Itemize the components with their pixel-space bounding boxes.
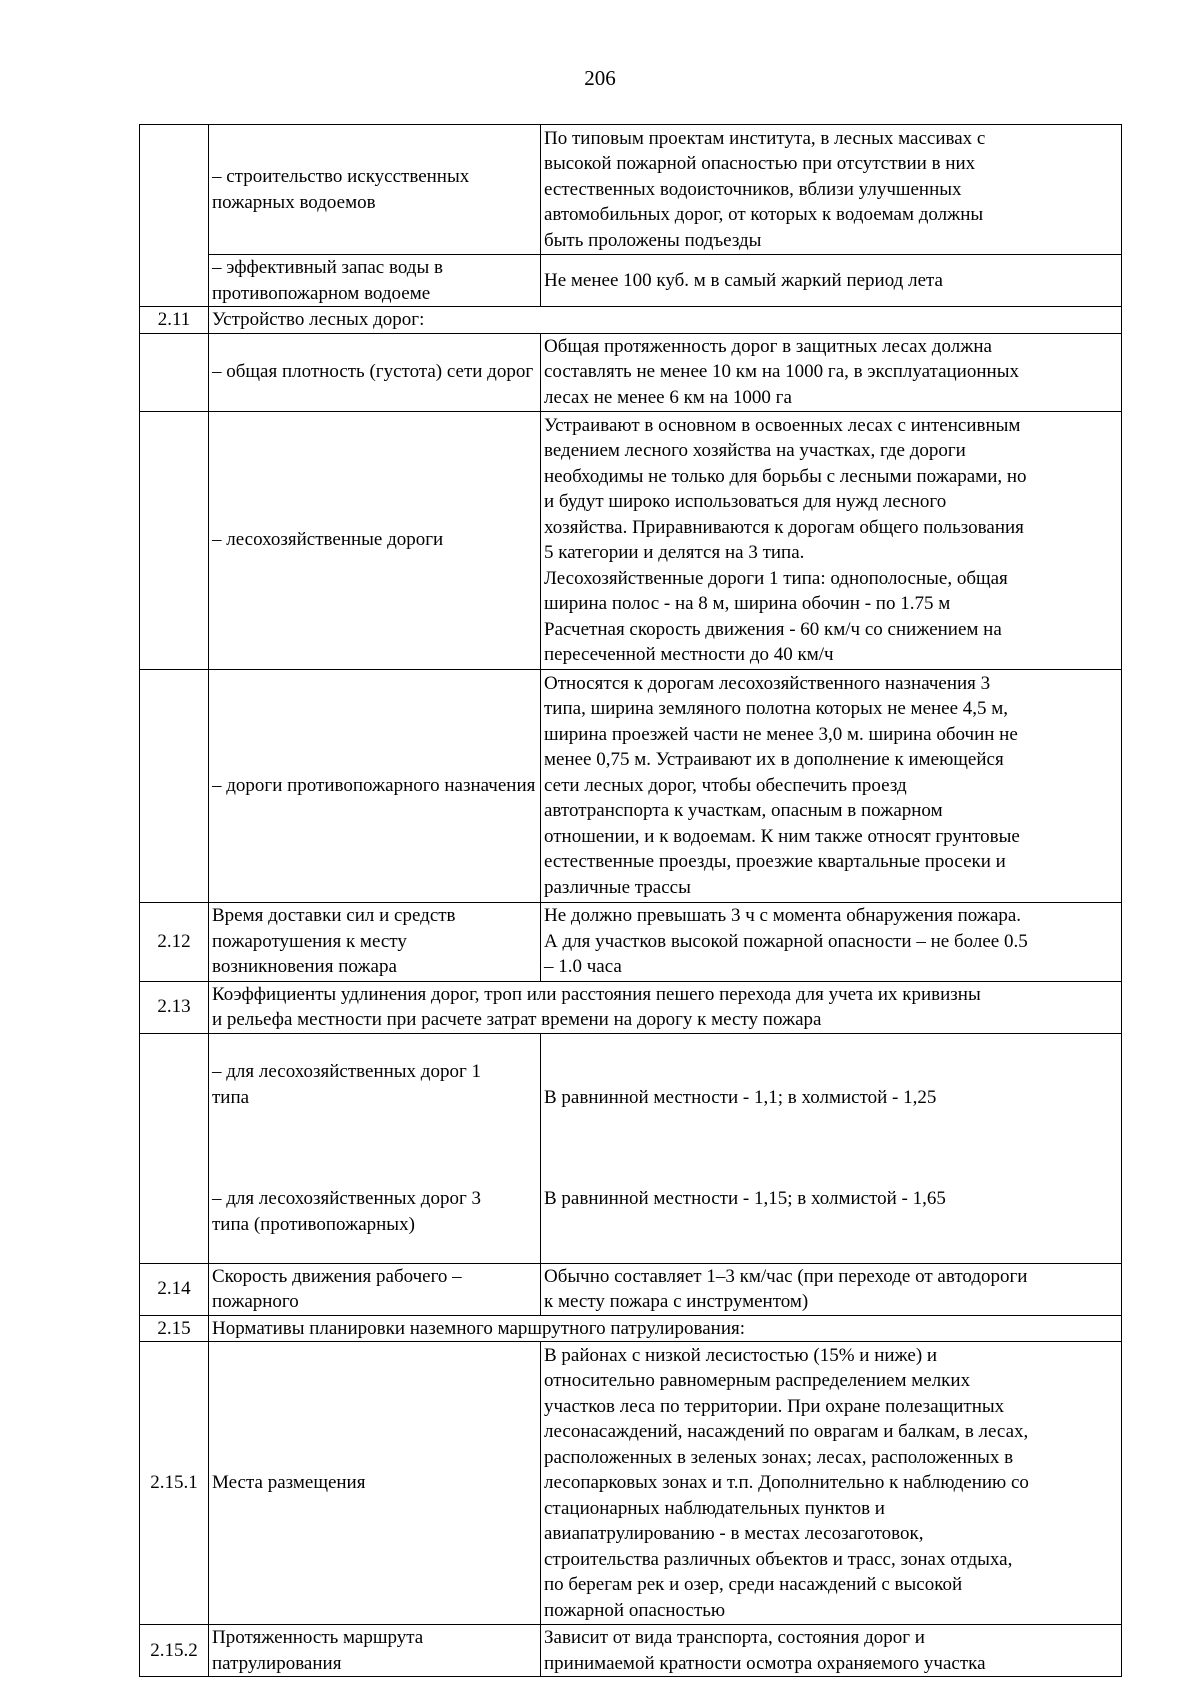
row-value: Не должно превышать 3 ч с момента обнаружения пожара. А для участков высокой пожарной опасности – не более 0.5 – 1.0 часа xyxy=(541,902,1122,981)
row-number: 2.13 xyxy=(140,981,209,1033)
section-heading: Устройство лесных дорог: xyxy=(209,307,1122,334)
row-value: В районах с низкой лесистостью (15% и ниже) и относительно равномерным распределением мелких участков леса по территории. При охране полезащитных лесонасаждений, насаждений по оврагам и балкам, в лесах, расположенных в зеленых зонах; лесах, расположенных в лесопарковых зонах и т.п. Дополнительно к наблюдению со стационарных наблюдательных пунктов и авиапатрулированию - в местах лесозаготовок, строительства различных объектов и трасс, зонах отдыха, по берегам рек и озер, среди насаждений с высокой пожарной опасностью xyxy=(541,1342,1122,1625)
row-name: – лесохозяйственные дороги xyxy=(209,411,541,669)
row-number: 2.11 xyxy=(140,307,209,334)
road-type-3-label: – для лесохозяйственных дорог 3 типа (противопожарных) xyxy=(212,1188,482,1235)
row-number: 2.15.2 xyxy=(140,1625,209,1677)
table-row xyxy=(140,255,1122,307)
row-number xyxy=(140,669,209,902)
table-row xyxy=(140,1315,1122,1342)
road-type-1-label: – для лесохозяйственных дорог 1 типа xyxy=(212,1061,482,1108)
norms-table xyxy=(139,124,1122,1677)
row-value: Относятся к дорогам лесохозяйственного назначения 3 типа, ширина земляного полотна которых не менее 4,5 м, ширина проезжей части не менее 3,0 м. ширина обочин не менее 0,75 м. Устраивают их в дополнение к имеющейся сети лесных дорог, чтобы обеспечить проезд автотранспорта к участкам, опасным в пожарном отношении, и к водоемам. К ним также относят грунтовые естественные проезды, проезжие квартальные просеки и различные трассы xyxy=(541,669,1122,902)
table-row xyxy=(140,981,1122,1033)
row-number: 2.12 xyxy=(140,902,209,981)
row-number: 2.14 xyxy=(140,1263,209,1315)
row-name: – общая плотность (густота) сети дорог xyxy=(209,333,541,411)
table-row xyxy=(140,902,1122,981)
table-row xyxy=(140,1033,1122,1263)
page-number: 206 xyxy=(584,66,616,90)
row-name xyxy=(209,1033,541,1263)
row-value: По типовым проектам института, в лесных массивах с высокой пожарной опасностью при отсутствии в них естественных водоисточников, вблизи улучшенных автомобильных дорог, от которых к водоемам должны быть проложены подъезды xyxy=(541,125,1122,255)
table-row xyxy=(140,411,1122,669)
table-row xyxy=(140,125,1122,255)
row-value xyxy=(541,1033,1122,1263)
row-value: Не менее 100 куб. м в самый жаркий период лета xyxy=(541,255,1122,307)
row-name: – дороги противопожарного назначения xyxy=(209,669,541,902)
row-number: 2.15.1 xyxy=(140,1342,209,1625)
row-name: Скорость движения рабочего – пожарного xyxy=(209,1263,541,1315)
section-heading: Коэффициенты удлинения дорог, троп или расстояния пешего перехода для учета их кривизны и рельефа местности при расчете затрат времени на дорогу к месту пожара xyxy=(209,981,1122,1033)
row-name: Время доставки сил и средств пожаротушения к месту возникновения пожара xyxy=(209,902,541,981)
row-value: Обычно составляет 1–3 км/час (при переходе от автодороги к месту пожара с инструментом) xyxy=(541,1263,1122,1315)
road-type-3-value: В равнинной местности - 1,15; в холмистой - 1,65 xyxy=(544,1188,946,1209)
row-value: Общая протяженность дорог в защитных лесах должна составлять не менее 10 км на 1000 га, в эксплуатационных лесах не менее 6 км на 1000 га xyxy=(541,333,1122,411)
row-number xyxy=(140,125,209,307)
row-number xyxy=(140,411,209,669)
row-number: 2.15 xyxy=(140,1315,209,1342)
row-value: Зависит от вида транспорта, состояния дорог и принимаемой кратности осмотра охраняемого участка xyxy=(541,1625,1122,1677)
table-row xyxy=(140,307,1122,334)
row-value: Устраивают в основном в освоенных лесах с интенсивным ведением лесного хозяйства на участках, где дороги необходимы не только для борьбы с лесными пожарами, но и будут широко использоваться для нужд лесного хозяйства. Приравниваются к дорогам общего пользования 5 категории и делятся на 3 типа. Лесохозяйственные дороги 1 типа: однополосные, общая ширина полос - на 8 м, ширина обочин - по 1.75 м Расчетная скорость движения - 60 км/ч со снижением на пересеченной местности до 40 км/ч xyxy=(541,411,1122,669)
spacer xyxy=(544,1136,1118,1161)
row-name: – строительство искусственных пожарных водоемов xyxy=(209,125,541,255)
table-row xyxy=(140,1263,1122,1315)
row-number xyxy=(140,333,209,411)
table-row xyxy=(140,669,1122,902)
row-name: Места размещения xyxy=(209,1342,541,1625)
table-row xyxy=(140,1625,1122,1677)
road-type-1-value: В равнинной местности - 1,1; в холмистой - 1,25 xyxy=(544,1086,937,1108)
row-number xyxy=(140,1033,209,1263)
table-row xyxy=(140,1342,1122,1625)
spacer xyxy=(212,1136,537,1161)
row-name: – эффективный запас воды в противопожарном водоеме xyxy=(209,255,541,307)
section-heading: Нормативы планировки наземного маршрутного патрулирования: xyxy=(209,1315,1122,1342)
row-name: Протяженность маршрута патрулирования xyxy=(209,1625,541,1677)
table-row xyxy=(140,333,1122,411)
